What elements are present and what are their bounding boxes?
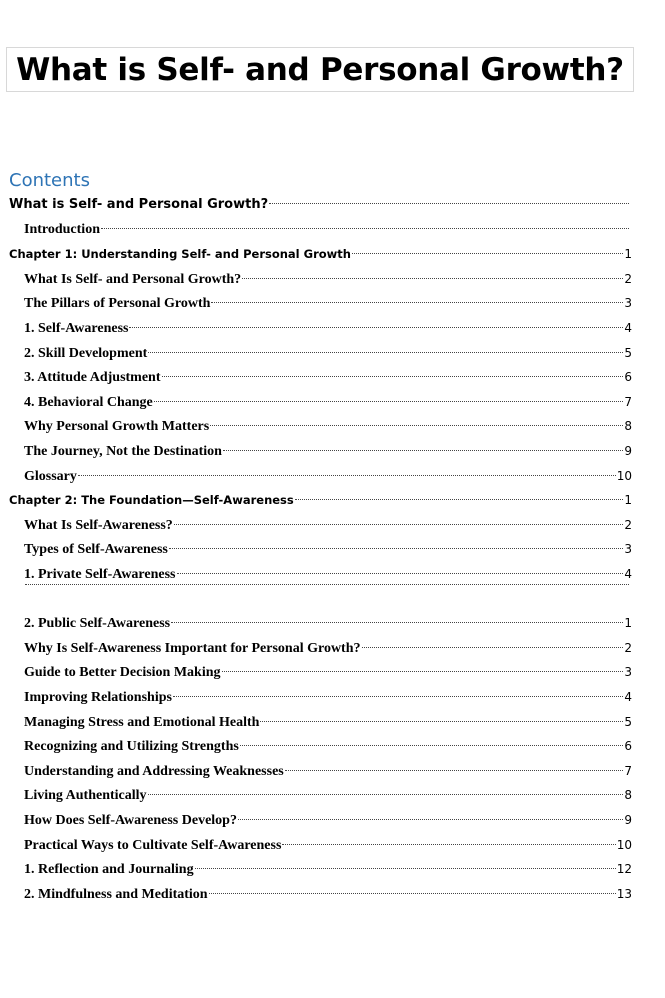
toc-entry-page: 2 [624, 517, 632, 532]
toc-leader-dots [78, 475, 616, 476]
toc-leader-dots [25, 584, 629, 585]
toc-leader-dots [295, 499, 624, 500]
toc-leader-dots [362, 647, 624, 648]
toc-entry-label: What is Self- and Personal Growth? [9, 197, 269, 212]
toc-leader-dots [223, 450, 623, 451]
toc-entry[interactable] [24, 465, 632, 487]
toc-entry[interactable] [9, 194, 630, 216]
toc-leader-dots [162, 376, 624, 377]
toc-entry-page: 2 [624, 271, 632, 286]
toc-leader-dots [101, 228, 629, 229]
toc-entry[interactable] [24, 661, 632, 683]
toc-entry-label: 2. Public Self-Awareness [24, 616, 171, 632]
toc-entry-label: Why Personal Growth Matters [24, 419, 210, 435]
toc-entry[interactable] [24, 735, 632, 757]
toc-entry-page: 8 [624, 788, 632, 803]
toc-entry-label: Chapter 2: The Foundation—Self-Awareness [9, 493, 294, 508]
toc-entry-page: 3 [624, 542, 632, 557]
toc-entry-page: 8 [624, 419, 632, 434]
toc-leader-dots [129, 327, 623, 328]
toc-entry-page: 10 [616, 837, 632, 852]
toc-entry-page: 7 [624, 763, 632, 778]
toc-entry-page: 6 [624, 739, 632, 754]
toc-entry[interactable] [24, 391, 632, 413]
toc-entry-label: Managing Stress and Emotional Health [24, 714, 260, 730]
toc-entry-page: 6 [624, 370, 632, 385]
toc-entry-page: 1 [624, 493, 632, 508]
toc-entry[interactable] [24, 612, 632, 634]
toc-leader-dots [171, 622, 623, 623]
toc-entry-label: Glossary [24, 468, 77, 484]
toc-leader-dots [282, 844, 615, 845]
toc-entry-label: Guide to Better Decision Making [24, 665, 221, 681]
toc-leader-dots [242, 278, 623, 279]
toc-leader-dots [285, 770, 624, 771]
toc-entry-label: Improving Relationships [24, 690, 172, 705]
toc-leader-dots [173, 696, 623, 697]
toc-entry-label: Why Is Self-Awareness Important for Personal Growth? [24, 640, 361, 656]
toc-entry[interactable] [24, 637, 632, 659]
toc-entry-page: 2 [624, 640, 632, 655]
toc-entry[interactable] [24, 538, 632, 560]
toc-entry-label: How Does Self-Awareness Develop? [24, 813, 237, 828]
toc-leader-dots [211, 302, 623, 303]
toc-entry-label: 1. Self-Awareness [24, 321, 129, 336]
toc-entry-page: 3 [624, 665, 632, 680]
toc-leader-dots [260, 721, 623, 722]
toc-leader-dots [177, 573, 624, 574]
toc-entry-page: 1 [624, 616, 632, 631]
toc-entry-page: 10 [616, 468, 632, 483]
toc-entry[interactable] [24, 588, 630, 610]
toc-entry-label: Practical Ways to Cultivate Self-Awareness [24, 837, 282, 853]
toc-entry[interactable] [24, 858, 632, 880]
toc-leader-dots [154, 401, 624, 402]
toc-entry[interactable] [9, 243, 632, 265]
toc-entry-label: Living Authentically [24, 788, 147, 804]
toc-entry[interactable] [24, 686, 632, 708]
toc-leader-dots [195, 868, 616, 869]
toc-leader-dots [269, 203, 629, 204]
toc-entry[interactable] [24, 366, 632, 388]
toc-entry[interactable] [24, 342, 632, 364]
toc-entry[interactable] [24, 415, 632, 437]
toc-entry-page: 3 [624, 296, 632, 311]
toc-entry-page: 4 [624, 567, 632, 581]
toc-leader-dots [209, 893, 616, 894]
toc-entry[interactable] [24, 440, 632, 462]
toc-entry-label: 3. Attitude Adjustment [24, 370, 161, 386]
toc-entry-label: Understanding and Addressing Weaknesses [24, 763, 284, 779]
toc-entry[interactable] [24, 711, 632, 733]
toc-entry-page: 1 [624, 247, 632, 262]
toc-entry[interactable] [24, 784, 632, 806]
toc-entry[interactable] [24, 834, 632, 856]
toc-leader-dots [352, 253, 623, 254]
toc-entry-page: 12 [616, 862, 632, 877]
toc-entry-label: Types of Self-Awareness [24, 542, 168, 558]
toc-entry-label: The Journey, Not the Destination [24, 444, 222, 459]
toc-entry-label: 2. Skill Development [24, 345, 148, 361]
toc-leader-dots [169, 548, 623, 549]
toc-entry-page: 4 [624, 690, 632, 704]
toc-entry[interactable] [24, 514, 632, 536]
toc-entry-label: 1. Private Self-Awareness [24, 567, 176, 582]
toc-entry[interactable] [24, 563, 632, 585]
toc-leader-dots [210, 425, 623, 426]
toc-entry-label: What Is Self- and Personal Growth? [24, 271, 242, 287]
toc-entry-label: Recognizing and Utilizing Strengths [24, 739, 239, 755]
toc-leader-dots [222, 671, 624, 672]
toc-entry-page: 5 [624, 714, 632, 729]
toc-entry-label: The Pillars of Personal Growth [24, 296, 211, 312]
toc-entry[interactable] [24, 809, 632, 831]
toc-leader-dots [238, 819, 623, 820]
toc-leader-dots [148, 352, 623, 353]
toc-entry-label: 2. Mindfulness and Meditation [24, 886, 208, 902]
toc-entry-label: 1. Reflection and Journaling [24, 862, 194, 878]
toc-entry-label: Introduction [24, 221, 100, 237]
toc-entry[interactable] [24, 883, 632, 905]
toc-entry-label: 4. Behavioral Change [24, 394, 153, 410]
toc-entry-page: 9 [624, 813, 632, 827]
toc-entry-page: 4 [624, 321, 632, 335]
toc-entry-page: 9 [624, 444, 632, 458]
title-box [6, 47, 634, 92]
toc-entry[interactable] [24, 268, 632, 290]
toc-leader-dots [240, 745, 624, 746]
toc-entry-page: 13 [616, 886, 632, 901]
toc-entry-label: Chapter 1: Understanding Self- and Personal Growth [9, 247, 351, 262]
toc-entry[interactable] [24, 317, 632, 339]
toc-entry[interactable] [9, 489, 632, 511]
contents-heading: Contents [9, 170, 90, 191]
page-title: What is Self- and Personal Growth? [16, 51, 624, 88]
toc-leader-dots [174, 524, 624, 525]
toc-entry-page: 7 [624, 394, 632, 409]
toc-entry[interactable] [24, 292, 632, 314]
toc-leader-dots [148, 794, 624, 795]
toc-entry-page: 5 [624, 345, 632, 360]
toc-entry[interactable] [24, 219, 630, 241]
toc-entry-label: What Is Self-Awareness? [24, 517, 173, 533]
toc-entry[interactable] [24, 760, 632, 782]
